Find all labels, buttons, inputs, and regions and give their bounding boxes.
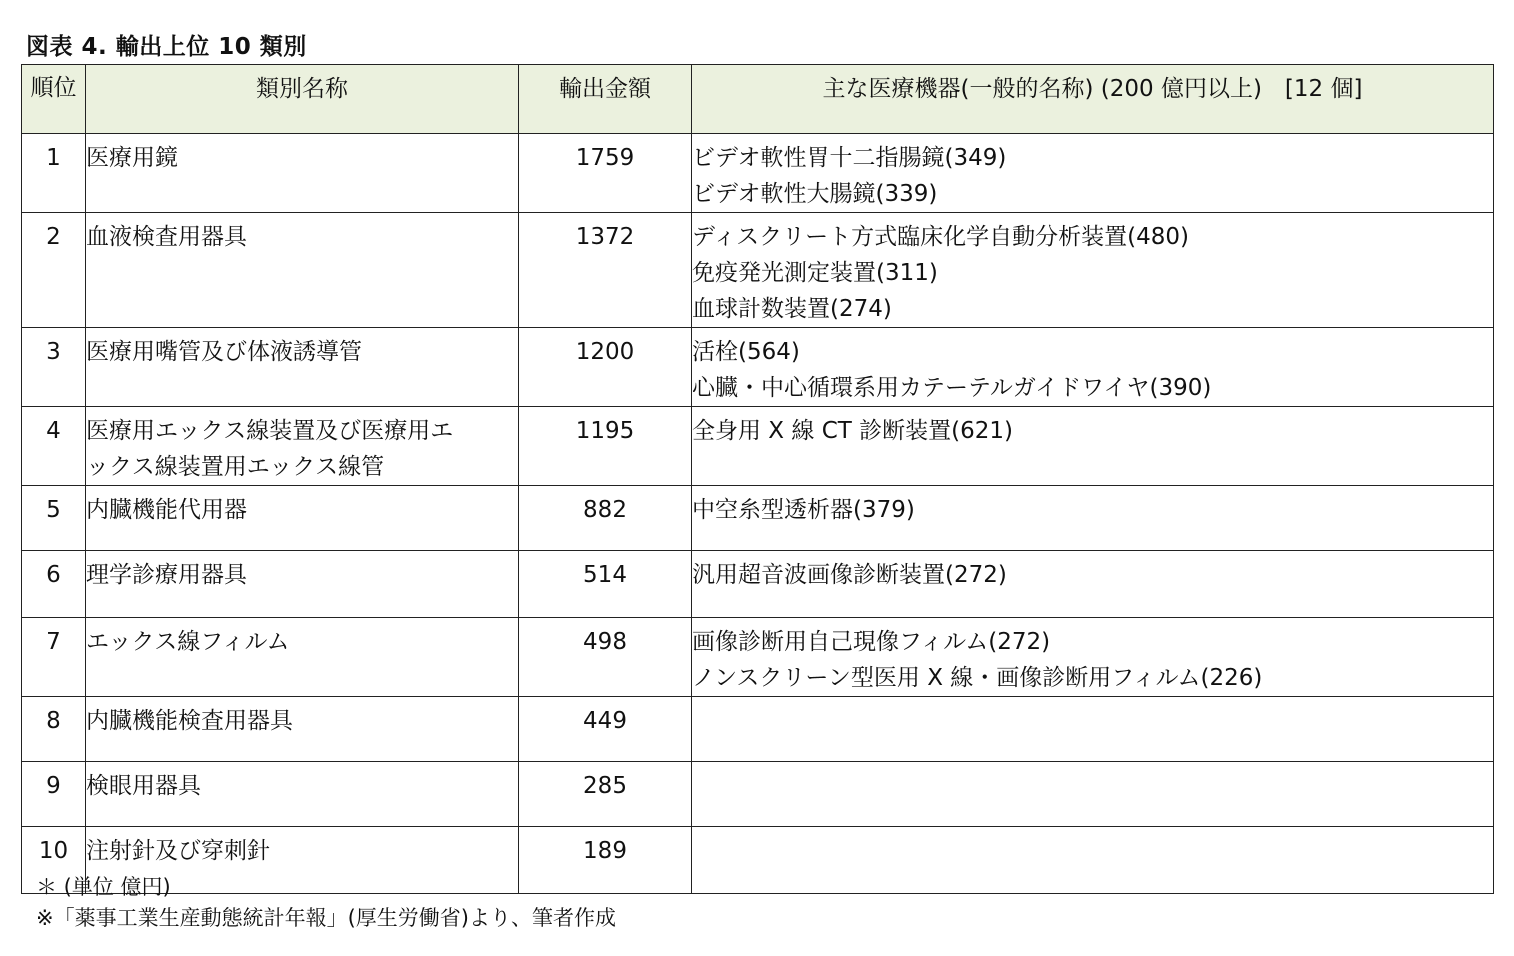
amount-value: 449 xyxy=(583,708,627,734)
category-cell xyxy=(86,618,519,697)
device-item: 免疫発光測定装置(311) xyxy=(692,260,938,286)
export-ranking-table xyxy=(21,64,1494,894)
category-name: 医療用嘴管及び体液誘導管 xyxy=(86,339,362,365)
header-devices: 主な医療機器(一般的名称) (200 億円以上) [12 個] xyxy=(692,65,1494,134)
rank-value: 7 xyxy=(46,629,61,655)
table-body xyxy=(22,134,1494,894)
rank-value: 1 xyxy=(46,145,61,171)
devices-cell xyxy=(692,328,1494,407)
device-item: 活栓(564) xyxy=(692,339,800,365)
table-header-row xyxy=(22,65,1494,134)
rank-value: 3 xyxy=(46,339,61,365)
table-row xyxy=(22,134,1494,213)
devices-cell xyxy=(692,697,1494,762)
header-rank: 順位 xyxy=(22,65,86,134)
category-cell xyxy=(86,486,519,551)
rank-value: 6 xyxy=(46,562,61,588)
amount-cell xyxy=(519,486,692,551)
category-cell xyxy=(86,551,519,618)
rank-cell xyxy=(22,328,86,407)
rank-cell xyxy=(22,551,86,618)
table-row xyxy=(22,827,1494,894)
amount-value: 514 xyxy=(583,562,627,588)
table-row xyxy=(22,328,1494,407)
amount-value: 1195 xyxy=(575,418,635,444)
device-item: 全身用 X 線 CT 診断装置(621) xyxy=(692,418,1013,444)
table-row xyxy=(22,407,1494,486)
table-row xyxy=(22,697,1494,762)
category-cell xyxy=(86,762,519,827)
device-item: ビデオ軟性胃十二指腸鏡(349) xyxy=(692,145,1007,171)
category-cell xyxy=(86,407,519,486)
amount-cell xyxy=(519,618,692,697)
category-cell xyxy=(86,213,519,328)
category-cell xyxy=(86,134,519,213)
category-name: 内臓機能検査用器具 xyxy=(86,708,293,734)
rank-cell xyxy=(22,213,86,328)
rank-value: 4 xyxy=(46,418,61,444)
devices-cell xyxy=(692,407,1494,486)
amount-value: 189 xyxy=(583,838,627,864)
device-item: ビデオ軟性大腸鏡(339) xyxy=(692,181,938,207)
category-name: 医療用エックス線装置及び医療用エ xyxy=(86,418,454,444)
rank-value: 10 xyxy=(38,838,69,864)
table-row xyxy=(22,618,1494,697)
category-name: 医療用鏡 xyxy=(86,145,178,171)
figure-title: 図表 4. 輸出上位 10 類別 xyxy=(26,34,307,60)
amount-cell xyxy=(519,134,692,213)
rank-cell xyxy=(22,134,86,213)
amount-value: 1200 xyxy=(575,339,635,365)
rank-cell xyxy=(22,486,86,551)
device-item: 画像診断用自己現像フィルム(272) xyxy=(692,629,1051,655)
source-note: ※「薬事工業生産動態統計年報」(厚生労働省)より、筆者作成 xyxy=(36,906,616,930)
devices-cell xyxy=(692,762,1494,827)
category-name: 内臓機能代用器 xyxy=(86,497,247,523)
category-name: 検眼用器具 xyxy=(86,773,201,799)
rank-cell xyxy=(22,697,86,762)
category-name: ックス線装置用エックス線管 xyxy=(86,454,385,480)
amount-cell xyxy=(519,762,692,827)
device-item: 中空糸型透析器(379) xyxy=(692,497,915,523)
category-name: エックス線フィルム xyxy=(86,629,290,655)
category-name: 血液検査用器具 xyxy=(86,224,247,250)
amount-value: 882 xyxy=(583,497,627,523)
table-row xyxy=(22,762,1494,827)
amount-cell xyxy=(519,328,692,407)
devices-cell xyxy=(692,213,1494,328)
category-name: 注射針及び穿刺針 xyxy=(86,838,270,864)
amount-value: 498 xyxy=(583,629,627,655)
amount-cell xyxy=(519,407,692,486)
table-row xyxy=(22,213,1494,328)
category-cell xyxy=(86,328,519,407)
devices-cell xyxy=(692,486,1494,551)
rank-value: 2 xyxy=(46,224,61,250)
header-category: 類別名称 xyxy=(86,65,519,134)
amount-cell xyxy=(519,213,692,328)
device-item: ディスクリート方式臨床化学自動分析装置(480) xyxy=(692,224,1190,250)
device-item: 血球計数装置(274) xyxy=(692,296,892,322)
rank-value: 9 xyxy=(46,773,61,799)
device-item: 心臓・中心循環系用カテーテルガイドワイヤ(390) xyxy=(692,375,1212,401)
device-item: 汎用超音波画像診断装置(272) xyxy=(692,562,1007,588)
rank-value: 8 xyxy=(46,708,61,734)
header-amount: 輸出金額 xyxy=(519,65,692,134)
amount-value: 1372 xyxy=(575,224,635,250)
rank-cell xyxy=(22,407,86,486)
amount-cell xyxy=(519,697,692,762)
table-row xyxy=(22,486,1494,551)
rank-cell xyxy=(22,618,86,697)
unit-note: ＊ (単位 億円) xyxy=(36,875,171,899)
rank-value: 5 xyxy=(46,497,61,523)
category-name: 理学診療用器具 xyxy=(86,562,247,588)
rank-cell xyxy=(22,762,86,827)
amount-cell xyxy=(519,551,692,618)
devices-cell xyxy=(692,618,1494,697)
devices-cell xyxy=(692,134,1494,213)
devices-cell xyxy=(692,827,1494,894)
amount-value: 1759 xyxy=(575,145,635,171)
device-item: ノンスクリーン型医用 X 線・画像診断用フィルム(226) xyxy=(692,665,1263,691)
category-cell xyxy=(86,697,519,762)
amount-value: 285 xyxy=(583,773,627,799)
amount-cell xyxy=(519,827,692,894)
table-row xyxy=(22,551,1494,618)
devices-cell xyxy=(692,551,1494,618)
